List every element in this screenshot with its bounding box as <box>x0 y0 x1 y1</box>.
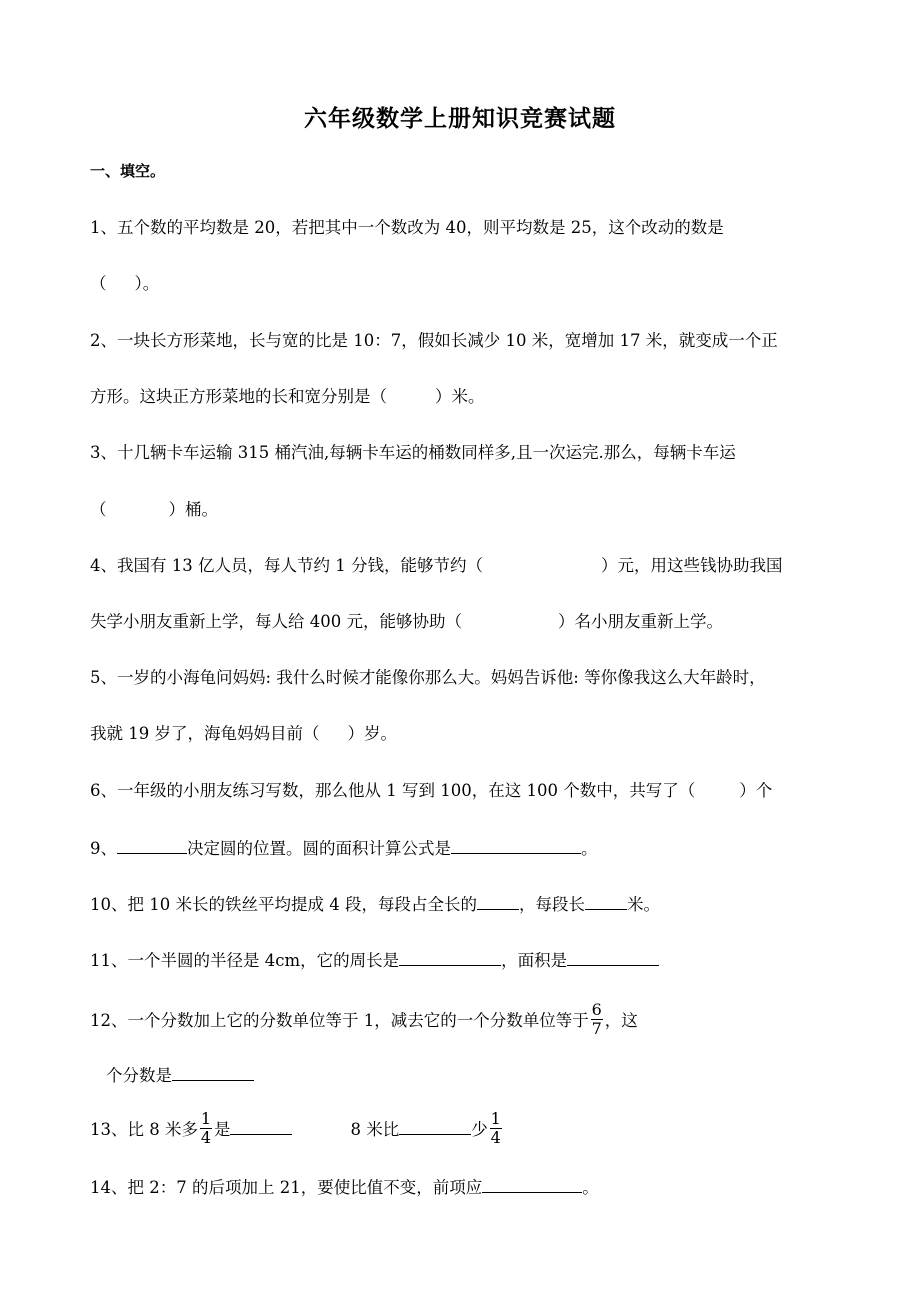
answer-blank <box>230 1116 292 1135</box>
question-1-line-2: （ ）。 <box>90 274 160 293</box>
question-12-line-1: 12、一个分数加上它的分数单位等于 1，减去它的一个分数单位等于 $\frac{6}{7}$ ，这 <box>90 1000 638 1038</box>
question-14-line: 14、把 2：7 的后项加上 21，要使比值不变，前项应 。 <box>90 1174 599 1200</box>
question-12-line-2: 个分数是 <box>106 1062 254 1088</box>
question-9-line: 9、 决定圆的位置。圆的面积计算公式是 。 <box>90 835 598 861</box>
fraction-one-quarter: $\frac{1}{4}$ <box>200 1109 212 1147</box>
answer-blank <box>172 1062 254 1081</box>
question-4-line-1: 4、我国有 13 亿人员，每人节约 1 分钱，能够节约（ ）元，用这些钱协助我国 <box>90 556 783 575</box>
question-3-line-1: 3、十几辆卡车运输 315 桶汽油,每辆卡车运的桶数同样多,且一次运完.那么，每辆卡车运 <box>90 443 736 462</box>
answer-blank <box>117 835 187 854</box>
answer-blank <box>399 947 501 966</box>
question-4-line-2: 失学小朋友重新上学，每人给 400 元，能够协助（ ）名小朋友重新上学。 <box>90 612 723 631</box>
fraction-one-quarter: $\frac{1}{4}$ <box>490 1109 501 1147</box>
question-5-line-2: 我就 19 岁了，海龟妈妈目前（ ）岁。 <box>90 724 397 743</box>
answer-blank <box>451 835 581 854</box>
answer-blank <box>585 891 627 910</box>
question-11-line: 11、一个半圆的半径是 4cm，它的周长是 ，面积是 <box>90 947 659 973</box>
section-heading: 一、填空。 <box>90 162 166 180</box>
question-10-line: 10、把 10 米长的铁丝平均提成 4 段，每段占全长的 ，每段长 米。 <box>90 891 660 917</box>
fraction-six-sevenths: $\frac{6}{7}$ <box>591 1000 602 1038</box>
question-3-line-2: （ ）桶。 <box>90 500 218 519</box>
question-2-line-1: 2、一块长方形菜地，长与宽的比是 10：7，假如长减少 10 米，宽增加 17 米，就变成一个正 <box>90 331 778 350</box>
answer-blank <box>477 891 519 910</box>
page-title: 六年级数学上册知识竞赛试题 <box>304 106 616 132</box>
question-2-line-2: 方形。这块正方形菜地的长和宽分别是（ ）米。 <box>90 387 485 406</box>
answer-blank <box>482 1174 582 1193</box>
question-1-line-1: 1、五个数的平均数是 20，若把其中一个数改为 40，则平均数是 25，这个改动的数是 <box>90 218 724 237</box>
answer-blank <box>399 1116 471 1135</box>
question-6-line: 6、一年级的小朋友练习写数，那么他从 1 写到 100，在这 100 个数中，共写了（ ）个 <box>90 781 773 800</box>
answer-blank <box>567 947 659 966</box>
question-13-line: 13、比 8 米多 $\frac{1}{4}$ 是 8 米比 少 $\frac{1}{4}$ <box>90 1109 501 1147</box>
question-5-line-1: 5、一岁的小海龟问妈妈: 我什么时候才能像你那么大。妈妈告诉他: 等你像我这么大年龄时， <box>90 668 766 687</box>
